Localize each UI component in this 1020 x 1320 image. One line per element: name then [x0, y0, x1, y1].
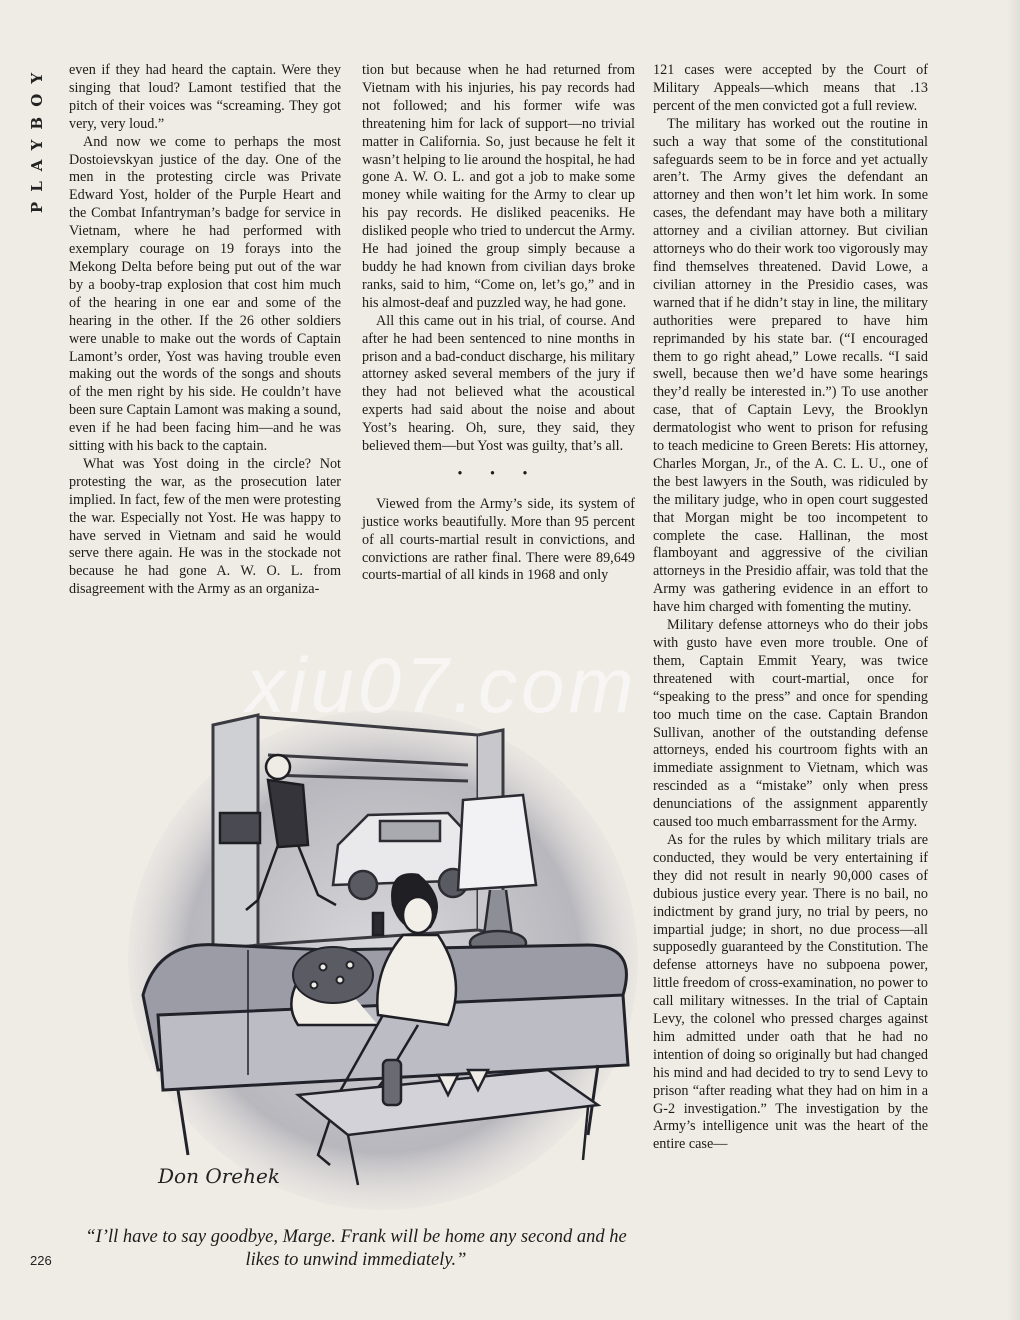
- article-column-3: [653, 62, 928, 1154]
- masthead: [24, 58, 50, 218]
- masthead-text: PLAYBOY: [28, 62, 46, 214]
- paragraph: 121 cases were accepted by the Court of Military Appeals—which means that .13 percent of the men convicted got a full review.: [653, 62, 928, 114]
- polka-dot-cushion: [293, 947, 373, 1003]
- paragraph: And now we come to perhaps the most Dostoievskyan justice of the day. One of the men in the protesting circle was Private Edward Yost, holder of the Purple Heart and the Combat Infantryman’s badge for service in Vietnam, where he had performed with exemplary courage on 19 forays into the Mekong Delta before being put out of the war by a booby-trap explosion that cost him much of the hearing in one ear and some of the hearing in the other. If the 26 other soldiers were unable to make out the words of Captain Lamont’s order, Yost was having trouble even making out the words of the songs and shouts of the men right by his side. He couldn’t have been sure Captain Lamont was making a sound, even if he had been facing him—and he was sitting with his back to the captain.: [69, 133, 341, 455]
- artist-signature: Don Orehek: [158, 1164, 280, 1188]
- section-separator: • • •: [457, 465, 540, 482]
- scan-edge-shadow: [1006, 0, 1020, 1320]
- paragraph: All this came out in his trial, of course. And after he had been sentenced to nine months in prison and a bad-conduct discharge, his military attorney asked several members of the jury if they had not believed what the acoustical experts had said about the noise and about Yost’s hearing. Oh, sure, they said, they believed them—but Yost was guilty, that’s all.: [362, 312, 635, 455]
- page-number: 226: [30, 1253, 52, 1268]
- cartoon-illustration: [118, 695, 648, 1210]
- paragraph: What was Yost doing in the circle? Not protesting the war, as the prosecution later implied. In fact, few of the men were protesting the war. Especially not Yost. He was happy to have served in Vietnam and said he would serve there again. He was in the stockade not because he had gone A. W. O. L. from disagreement with the Army as an organiza-: [69, 455, 341, 598]
- article-column-1: [69, 62, 341, 599]
- paragraph: Military defense attorneys who do their jobs with gusto have even more trouble. One of them, Captain Emmit Yeary, was twice threatened with court-martial, once for “speaking to the press” and once for spending too much time on the case. Captain Brandon Sullivan, another of the outstanding defense attorneys, ended his courtroom fights with an immediate assignment to Vietnam, which was rescinded as a “mistake” only when press denunciations of the assignment apparently caused too much embarrassment for the Army.: [653, 617, 928, 831]
- paragraph: Viewed from the Army’s side, its system of justice works beautifully. More than 95 percent of all courts-martial result in convictions, and convictions are rather final. There were 89,649 courts-martial of all kinds in 1968 and only: [362, 495, 635, 584]
- paragraph: even if they had heard the captain. Were they singing that loud? Lamont testified that the pitch of their voices was “screaming. They got very, very loud.”: [69, 62, 341, 132]
- paragraph: tion but because when he had returned from Vietnam with his injuries, his pay records had not followed; and his former wife was threatening him for lack of support—no trivial matter in California. So, just because he felt it wasn’t helping to lie around the hospital, he had gone A. W. O. L. and got a job to make some money while waiting for the Army to clear up his pay records. He disliked peaceniks. He disliked people who tried to undercut the Army. He had joined the group simply because a buddy he had known from civilian days broke ranks, said to him, “Come on, let’s go,” and in his almost-deaf and puzzled way, he had gone.: [362, 62, 635, 311]
- watermark: xiu07.com: [246, 641, 638, 729]
- article-column-2: [362, 62, 635, 585]
- paragraph: The military has worked out the routine in such a way that some of the constitutional safeguards seem to be in force and yet actually aren’t. The Army gives the defendant an attorney and then won’t let him work. In some cases, the defendant may have both a military attorney and a civilian attorney. But civilian attorneys who do their work too vigorously may find themselves threatened. David Lowe, a civilian attorney in the Presidio cases, was warned that if he didn’t stay in line, the military authorities were prepared to have him reprimanded by his state bar. (“I encouraged them to go right ahead,” Lowe recalls. “I said swell, because then we’d have some hearings they’d really be interested in.”) To use another case, that of Captain Levy, the Brooklyn dermatologist who went to prison for refusing to teach medicine to Green Berets: His attorney, Charles Morgan, Jr., of the A. C. L. U., one of the best lawyers in the South, was ridiculed by the military judge, who in open court suggested that Morgan might be too incompetent to complete the case. Hallinan, the most flamboyant and aggressive of the civilian attorneys in the Presidio affair, was told that the Army was gathering evidence in an effort to have him charged with fomenting the mutiny.: [653, 115, 928, 616]
- cartoon-caption: “I’ll have to say goodbye, Marge. Frank will be home any second and he likes to unwind immediately.”: [85, 1227, 627, 1270]
- paragraph: As for the rules by which military trials are conducted, they would be very entertaining if they did not result in nearly 90,000 cases of dubious justice every year. There is no bail, no indictment by grand jury, no trial by peers, no impartial judge; in short, no due process—all supposedly guaranteed by the Constitution. The defense attorneys have no subpoena power, little freedom of cross-examination, no power to call military witnesses. In the trial of Captain Levy, the colonel who pressed charges against him admitted under oath that he had no intention of doing so originally but had changed his mind and had decided to try to send Levy to prison “after reading what they had on him in a G-2 investigation.” The investigation by the Army’s intelligence unit was the heart of the entire case—: [653, 831, 928, 1153]
